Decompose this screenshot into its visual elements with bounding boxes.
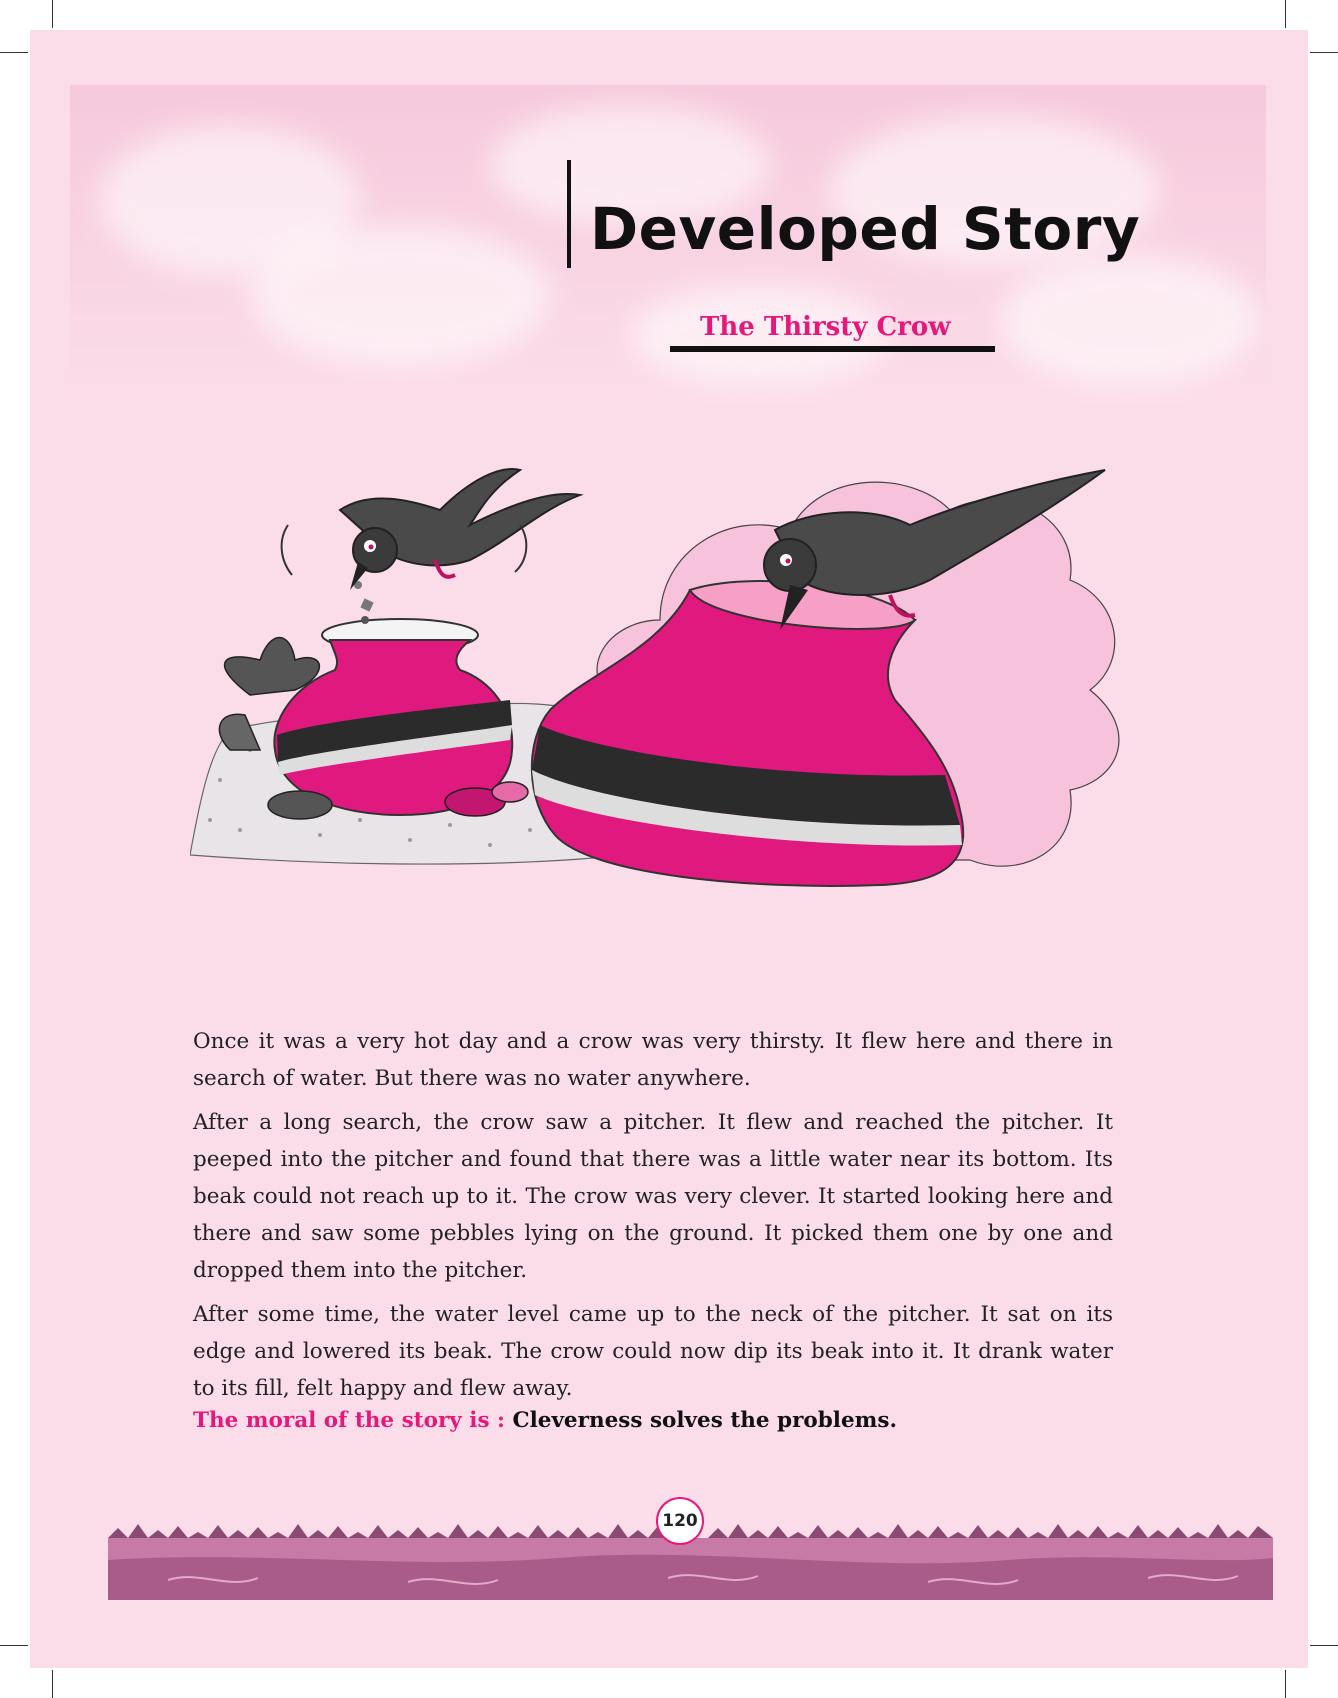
story-paragraph: After some time, the water level came up to the neck of the pitcher. It sat on its edge and lowered its beak. The crow could now dip its beak into it. It drank water to its fill, felt happy and flew away. xyxy=(193,1302,1113,1401)
crop-mark xyxy=(52,1670,53,1698)
story-paragraph: After a long search, the crow saw a pitcher. It flew and reached the pitcher. It peeped into the pitcher and found that there was a little water near its bottom. Its beak could not reach up to it. The crow was very clever. It started looking here and there and saw some pebbles lying on the ground. It picked them one by one and dropped them into the pitcher. xyxy=(193,1110,1113,1283)
crop-mark xyxy=(0,1645,28,1646)
story-title-underline xyxy=(670,346,995,352)
story-text xyxy=(193,1023,1113,1414)
moral-text: Cleverness solves the problems. xyxy=(512,1408,897,1433)
moral-line xyxy=(193,1408,897,1433)
crow-flying-icon xyxy=(282,469,580,590)
story-title: The Thirsty Crow xyxy=(700,312,951,342)
crop-mark xyxy=(1285,0,1286,28)
page-number: 120 xyxy=(656,1497,704,1545)
large-pitcher-icon xyxy=(532,581,963,886)
crop-mark xyxy=(1310,52,1338,53)
page-title: Developed Story xyxy=(590,195,1141,263)
small-pitcher-icon xyxy=(274,619,512,815)
page xyxy=(30,30,1308,1668)
story-illustration xyxy=(190,450,1150,930)
crop-mark xyxy=(1310,1645,1338,1646)
moral-label: The moral of the story is : xyxy=(193,1408,505,1433)
crop-mark xyxy=(1285,1670,1286,1698)
crop-mark xyxy=(0,52,28,53)
crop-mark xyxy=(52,0,53,28)
story-paragraph: Once it was a very hot day and a crow was very thirsty. It flew here and there in search of water. But there was no water anywhere. xyxy=(193,1029,1113,1091)
title-divider xyxy=(567,160,571,268)
